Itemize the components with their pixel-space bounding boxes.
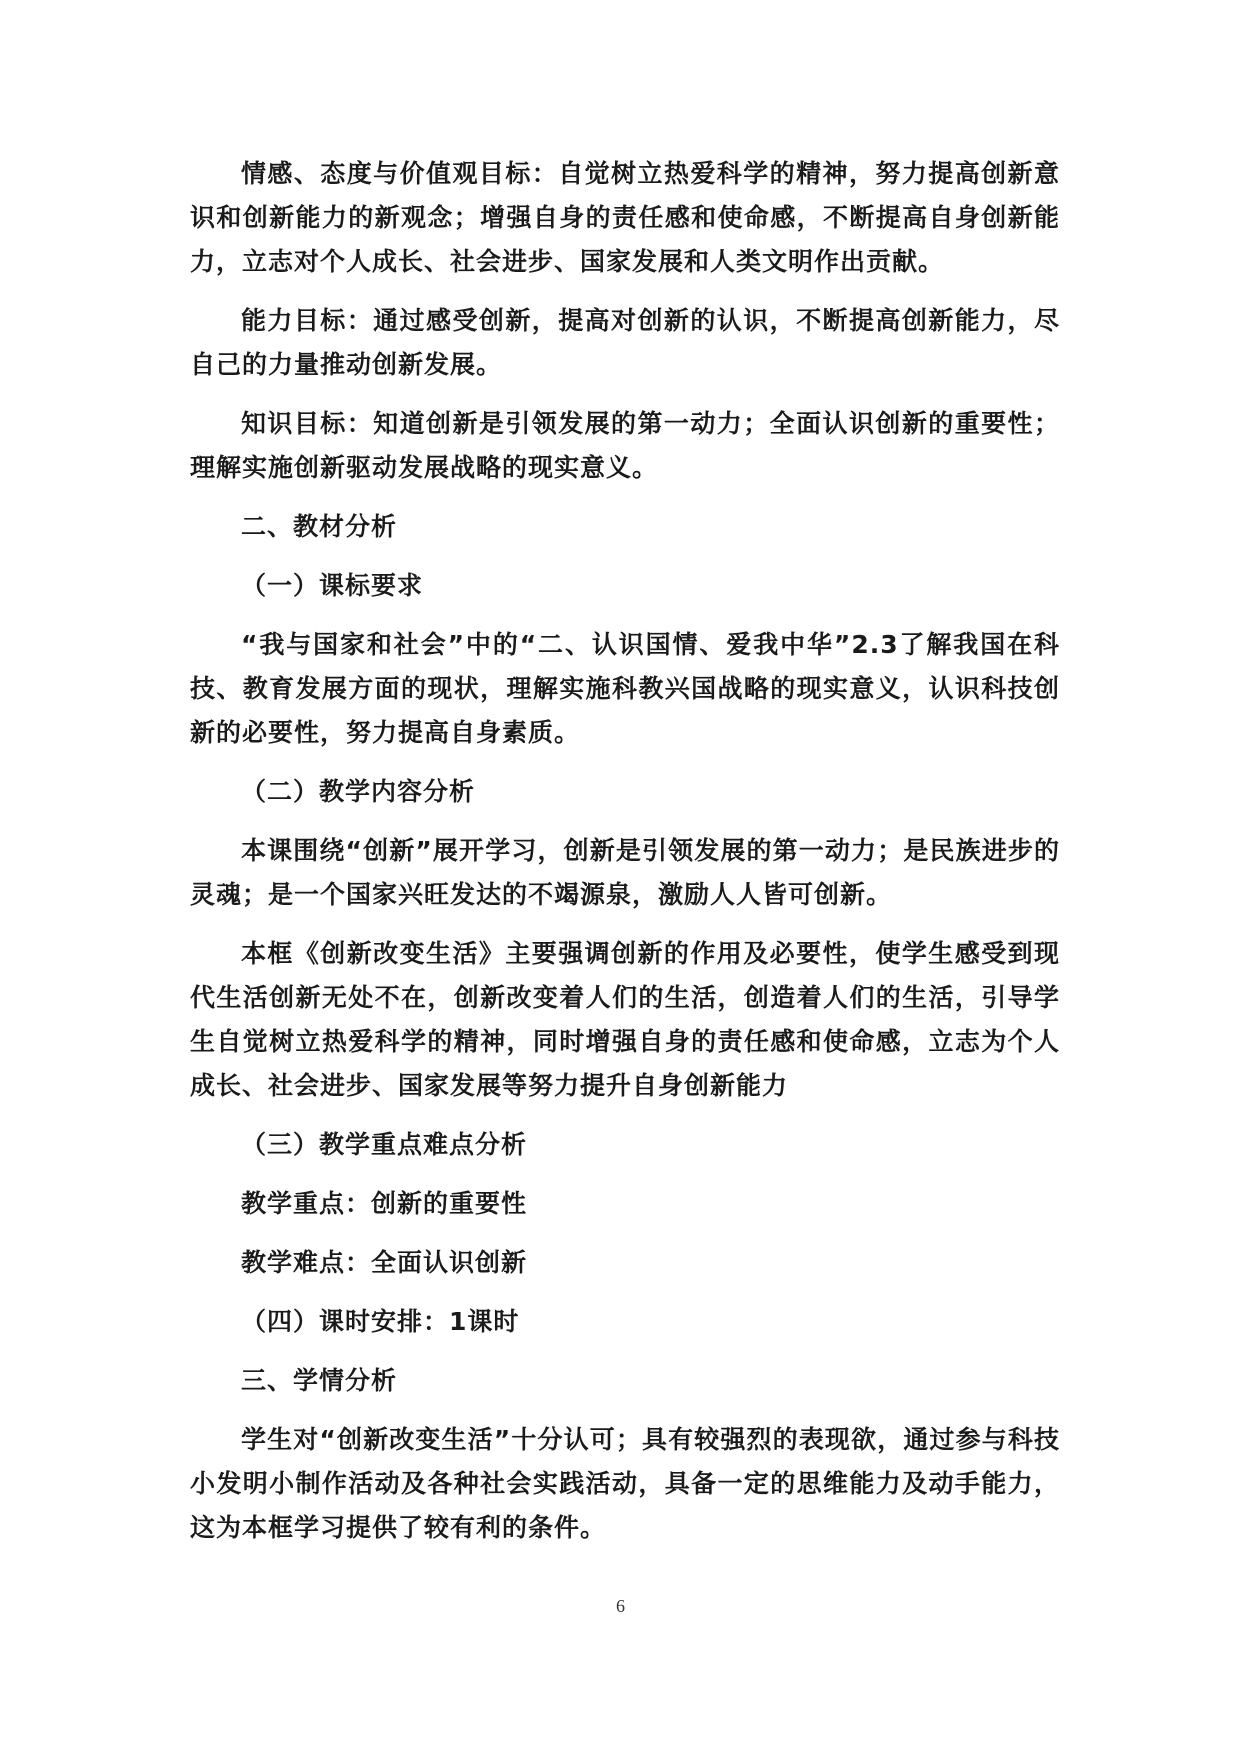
section-heading-textbook-analysis: 二、教材分析 [241, 512, 398, 541]
content-analysis-paragraph-1: 本课围绕“创新”展开学习，创新是引领发展的第一动力；是民族进步的灵魂；是一个国家兴旺发达的不竭源泉，激励人人皆可创新。 [190, 836, 1060, 909]
subheading-class-hours: （四）课时安排：1课时 [241, 1307, 520, 1336]
curriculum-requirements-paragraph: “我与国家和社会”中的“二、认识国情、爱我中华”2.3了解我国在科技、教育发展方面的现状，理解实施科教兴国战略的现实意义，认识科技创新的必要性，努力提高自身素质。 [190, 630, 1060, 747]
knowledge-goal-paragraph: 知识目标：知道创新是引领发展的第一动力；全面认识创新的重要性；理解实施创新驱动发展战略的现实意义。 [190, 409, 1060, 482]
student-analysis-paragraph: 学生对“创新改变生活”十分认可；具有较强烈的表现欲，通过参与科技小发明小制作活动及各种社会实践活动，具备一定的思维能力及动手能力，这为本框学习提供了较有利的条件。 [190, 1425, 1060, 1542]
page-number: 6 [616, 1596, 625, 1616]
ability-goal-paragraph: 能力目标：通过感受创新，提高对创新的认识，不断提高创新能力，尽自己的力量推动创新发展。 [190, 306, 1060, 379]
teaching-key-point: 教学重点：创新的重要性 [241, 1189, 528, 1218]
subheading-curriculum-requirements: （一）课标要求 [241, 571, 424, 600]
content-analysis-paragraph-2: 本框《创新改变生活》主要强调创新的作用及必要性，使学生感受到现代生活创新无处不在，创新改变着人们的生活，创造着人们的生活，引导学生自觉树立热爱科学的精神，同时增强自身的责任感和使命感，立志为个人成长、社会进步、国家发展等努力提升自身创新能力 [190, 939, 1060, 1100]
teaching-difficult-point: 教学难点：全面认识创新 [241, 1248, 528, 1277]
subheading-content-analysis: （二）教学内容分析 [241, 777, 476, 806]
section-heading-student-analysis: 三、学情分析 [241, 1366, 398, 1395]
subheading-key-difficult-points: （三）教学重点难点分析 [241, 1130, 528, 1159]
document-body [190, 152, 1060, 1565]
emotion-goal-paragraph: 情感、态度与价值观目标：自觉树立热爱科学的精神，努力提高创新意识和创新能力的新观念；增强自身的责任感和使命感，不断提高自身创新能力，立志对个人成长、社会进步、国家发展和人类文明作出贡献。 [190, 159, 1060, 276]
